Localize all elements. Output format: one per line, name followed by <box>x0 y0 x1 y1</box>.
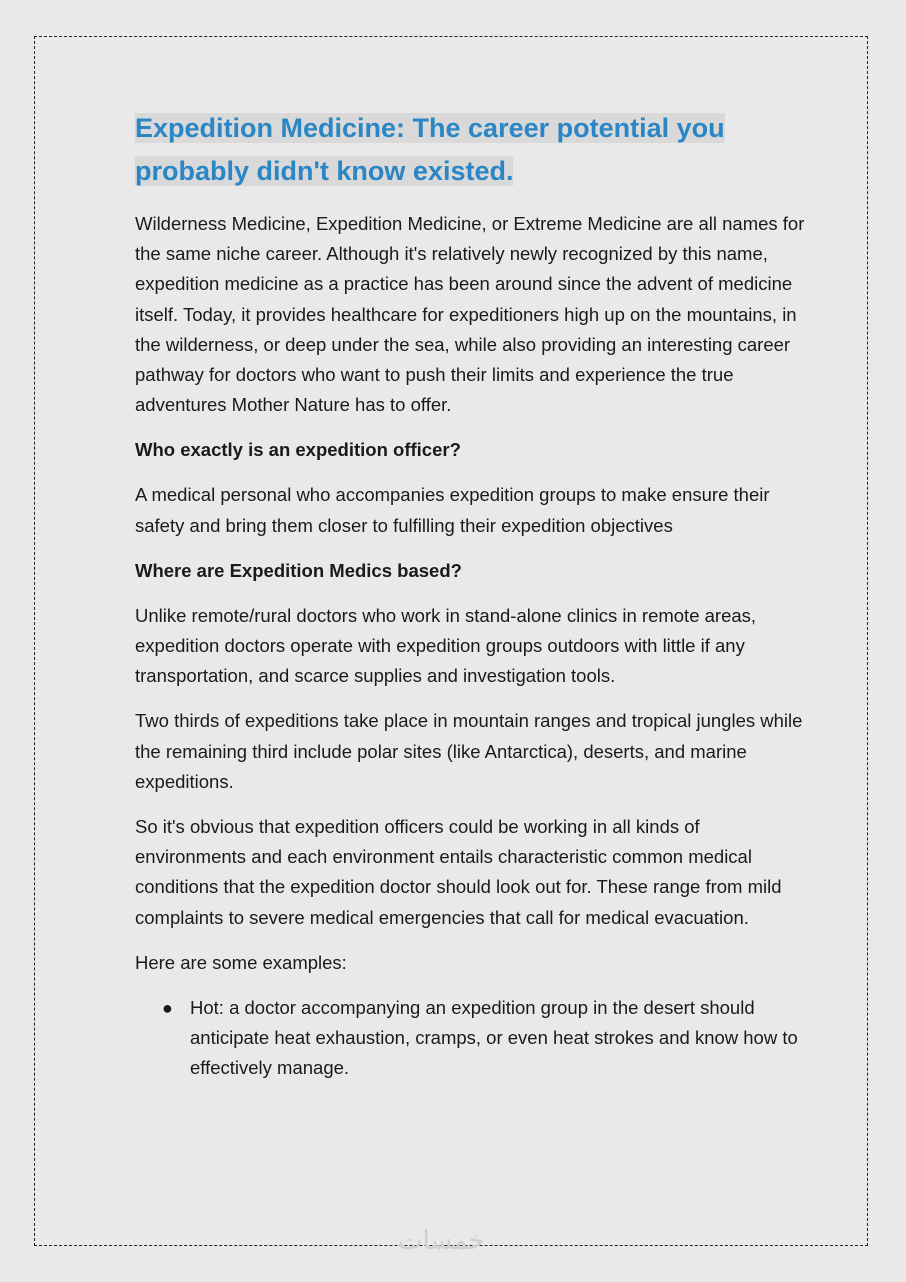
list-item <box>162 993 815 1084</box>
environments-paragraph: So it's obvious that expedition officers could be working in all kinds of environments and each environment entails characteristic common medical conditions that the expedition doctor should look out for. These range from mild complaints to severe medical emergencies that call for medical evacuation. <box>135 816 782 928</box>
article-title <box>135 107 815 193</box>
heading-who: Who exactly is an expedition officer? <box>135 439 461 461</box>
where-paragraph: Unlike remote/rural doctors who work in stand-alone clinics in remote areas, expedition doctors operate with expedition groups outdoors with little if any transportation, and scarce supplies and investigation tools. <box>135 604 757 687</box>
page-frame <box>34 36 868 1246</box>
article <box>135 107 815 1084</box>
examples-intro: Here are some examples: <box>135 951 347 973</box>
heading-where: Where are Expedition Medics based? <box>135 559 462 581</box>
intro-paragraph: Wilderness Medicine, Expedition Medicine, or Extreme Medicine are all names for the same niche career. Although it's relatively newly recognized by this name, expedition medicine as a practice has been around since the advent of medicine itself. Today, it provides healthcare for expeditioners high up on the mountains, in the wilderness, or deep under the sea, while also providing an interesting career pathway for doctors who want to push their limits and experience the true adventures Mother Nature has to offer. <box>135 213 805 416</box>
examples-list <box>135 993 815 1084</box>
watermark: خمسات <box>398 1226 485 1256</box>
list-item-text: Hot: a doctor accompanying an expedition group in the desert should anticipate heat exhaustion, cramps, or even heat strokes and know how to effectively manage. <box>190 997 798 1079</box>
article-title-text: Expedition Medicine: The career potential you probably didn't know existed. <box>135 113 725 186</box>
answer-who-paragraph: A medical personal who accompanies expedition groups to make ensure their safety and bring them closer to fulfilling their expedition objectives <box>135 484 770 536</box>
bullet-icon: ● <box>162 998 173 1019</box>
locations-paragraph: Two thirds of expeditions take place in mountain ranges and tropical jungles while the remaining third include polar sites (like Antarctica), deserts, and marine expeditions. <box>135 710 803 792</box>
